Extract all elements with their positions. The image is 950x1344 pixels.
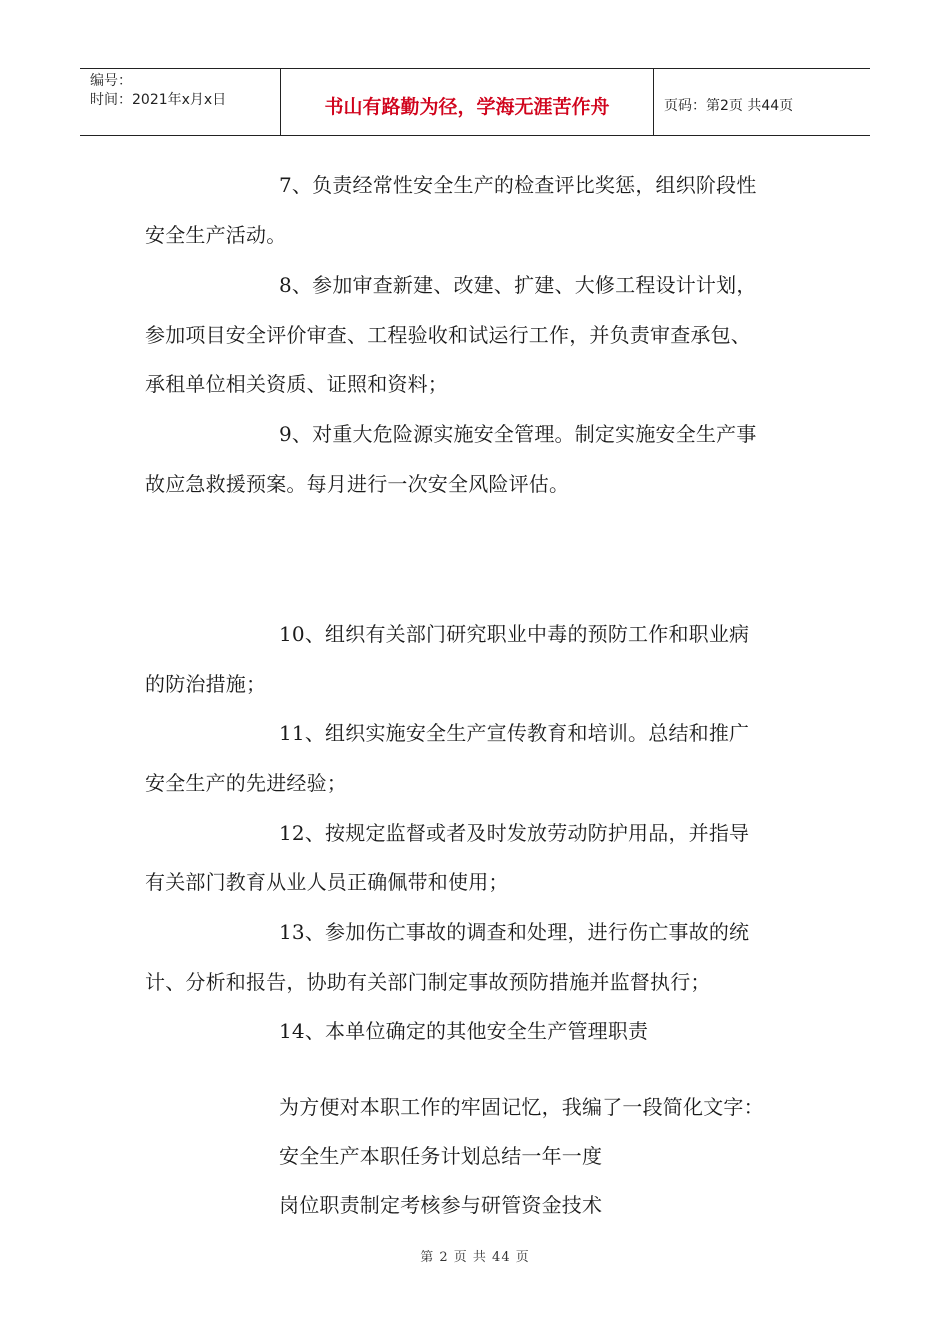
body-line: 14、本单位确定的其他安全生产管理职责 — [279, 1019, 649, 1043]
body-line: 参加项目安全评价审查、工程验收和试运行工作，并负责审查承包、 — [145, 323, 751, 347]
header-motto: 书山有路勤为径，学海无涯苦作舟 — [281, 69, 654, 135]
body-line: 故应急救援预案。每月进行一次安全风险评估。 — [145, 472, 570, 496]
body-line: 承租单位相关资质、证照和资料； — [145, 372, 448, 396]
body-line: 安全生产的先进经验； — [145, 771, 347, 795]
body-line: 计、分析和报告，协助有关部门制定事故预防措施并监督执行； — [145, 970, 711, 994]
body-line: 的防治措施； — [145, 672, 267, 696]
body-line: 8、参加审查新建、改建、扩建、大修工程设计计划， — [279, 273, 757, 297]
document-time-label: 时间：2021年x月x日 — [90, 92, 227, 108]
body-line: 13、参加伤亡事故的调查和处理，进行伤亡事故的统 — [279, 920, 750, 944]
body-line: 有关部门教育从业人员正确佩带和使用； — [145, 870, 509, 894]
header-page-info: 页码：第2页 共44页 — [664, 98, 794, 114]
body-line: 12、按规定监督或者及时发放劳动防护用品，并指导 — [279, 821, 750, 845]
body-line: 9、对重大危险源实施安全管理。制定实施安全生产事 — [279, 422, 757, 446]
body-line: 10、组织有关部门研究职业中毒的预防工作和职业病 — [279, 622, 750, 646]
body-line: 为方便对本职工作的牢固记忆，我编了一段简化文字： — [279, 1095, 764, 1119]
page-footer: 第 2 页 共 44 页 — [420, 1250, 530, 1265]
body-line: 岗位职责制定考核参与研管资金技术 — [279, 1193, 603, 1217]
body-line: 安全生产活动。 — [145, 223, 287, 247]
body-line: 7、负责经常性安全生产的检查评比奖惩，组织阶段性 — [279, 173, 757, 197]
page-header — [80, 68, 870, 136]
body-line: 安全生产本职任务计划总结一年一度 — [279, 1144, 603, 1168]
header-meta — [80, 69, 281, 135]
body-line: 11、组织实施安全生产宣传教育和培训。总结和推广 — [279, 721, 750, 745]
document-number-label: 编号： — [90, 73, 132, 89]
